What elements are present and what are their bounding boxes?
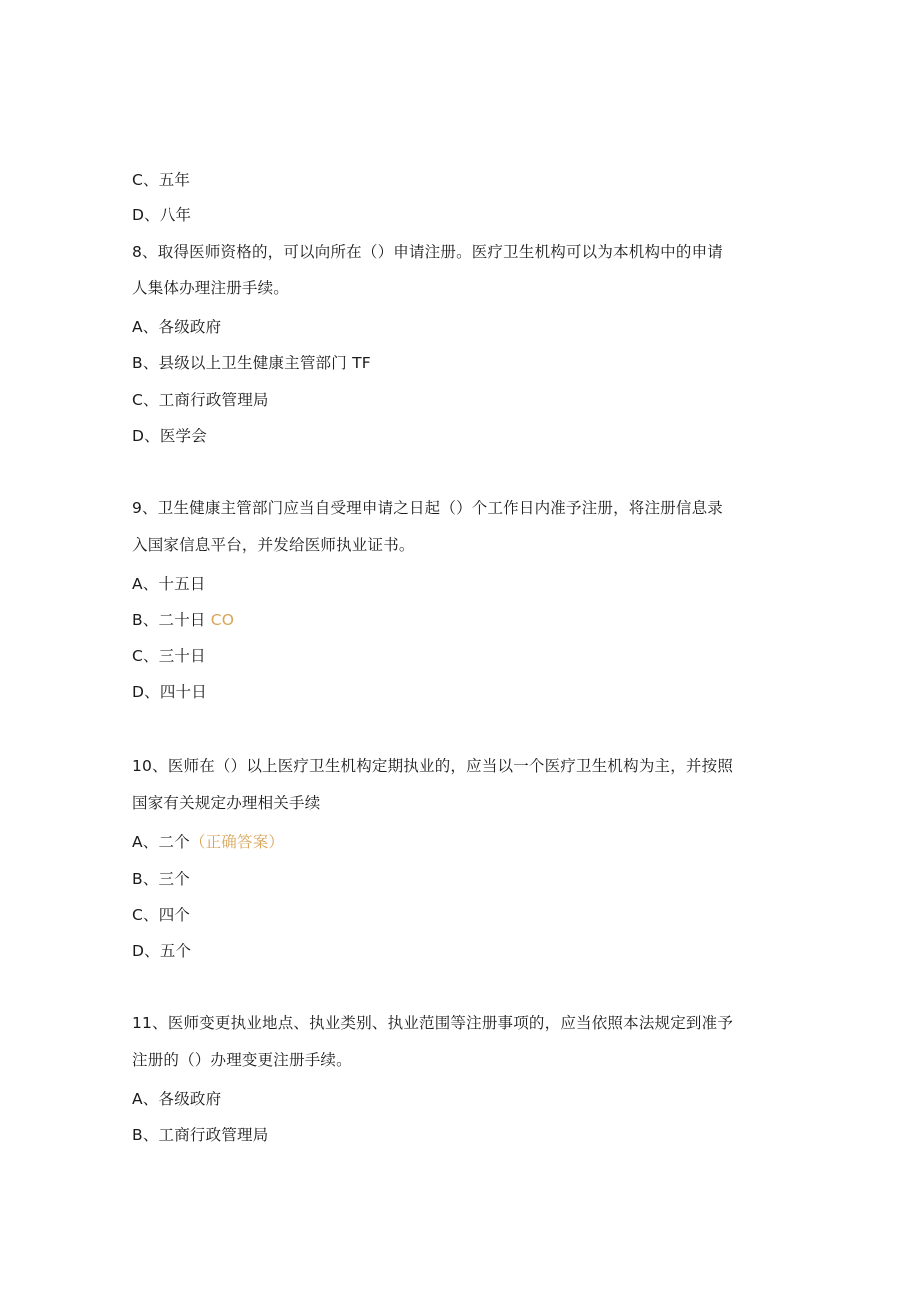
option-c-previous: C、五年: [132, 171, 191, 189]
question-8-option-b: [132, 353, 371, 373]
question-8-option-c: C、工商行政管理局: [132, 391, 269, 409]
question-9-option-c: C、三十日: [132, 647, 206, 665]
option-text: B、二十日: [132, 611, 206, 629]
question-11-option-a: A、各级政府: [132, 1090, 222, 1108]
question-11-line-2: 注册的（）办理变更注册手续。: [132, 1051, 352, 1069]
answer-mark: TF: [346, 354, 371, 372]
question-8-line-2: 人集体办理注册手续。: [132, 279, 290, 297]
option-d-previous: D、八年: [132, 206, 192, 224]
question-10-option-d: D、五个: [132, 942, 192, 960]
option-text: B、县级以上卫生健康主管部门: [132, 354, 347, 372]
question-9-option-a: A、十五日: [132, 575, 206, 593]
question-9-option-b: [132, 610, 234, 630]
question-8-option-a: A、各级政府: [132, 318, 222, 336]
question-9-option-d: D、四十日: [132, 683, 207, 701]
question-10-line-1: 10、医师在（）以上医疗卫生机构定期执业的，应当以一个医疗卫生机构为主，并按照: [132, 757, 734, 775]
question-10-option-a: [132, 832, 284, 852]
question-10-option-b: B、三个: [132, 870, 190, 888]
correct-answer-mark: （正确答案）: [189, 833, 285, 851]
question-11-option-b: B、工商行政管理局: [132, 1126, 269, 1144]
question-9-line-1: 9、卫生健康主管部门应当自受理申请之日起（）个工作日内准予注册，将注册信息录: [132, 499, 723, 517]
option-text: A、二个: [132, 833, 190, 851]
question-11-line-1: 11、医师变更执业地点、执业类别、执业范围等注册事项的，应当依照本法规定到准予: [132, 1014, 734, 1032]
question-8-line-1: 8、取得医师资格的，可以向所在（）申请注册。医疗卫生机构可以为本机构中的申请: [132, 243, 723, 261]
question-9-line-2: 入国家信息平台，并发给医师执业证书。: [132, 536, 415, 554]
answer-mark: CO: [205, 611, 235, 629]
question-8-option-d: D、医学会: [132, 427, 207, 445]
question-10-line-2: 国家有关规定办理相关手续: [132, 794, 321, 812]
question-10-option-c: C、四个: [132, 906, 191, 924]
